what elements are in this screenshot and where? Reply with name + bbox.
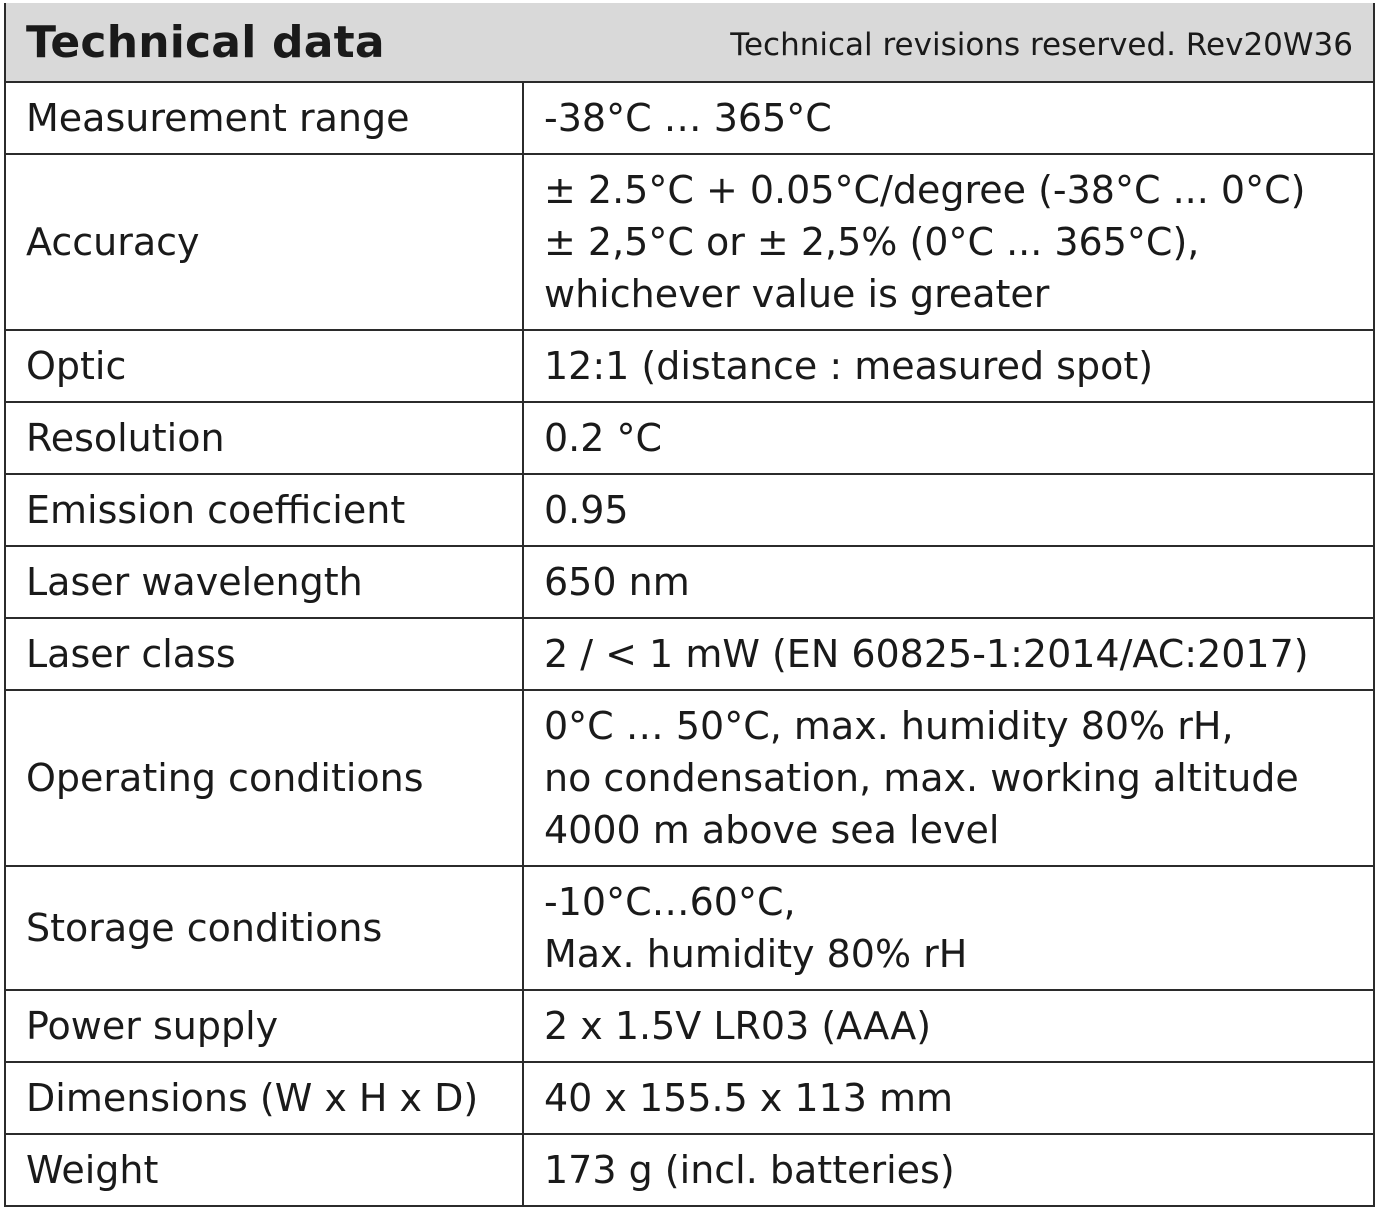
spec-value: 650 nm (523, 546, 1373, 618)
spec-value: 173 g (incl. batteries) (523, 1134, 1373, 1205)
spec-label: Laser class (6, 618, 523, 690)
table-row (6, 82, 1373, 154)
spec-label: Optic (6, 330, 523, 402)
spec-label: Weight (6, 1134, 523, 1205)
specs-table (6, 81, 1373, 1205)
spec-value: 12:1 (distance : measured spot) (523, 330, 1373, 402)
table-row (6, 1062, 1373, 1134)
table-row (6, 1134, 1373, 1205)
table-row (6, 690, 1373, 866)
spec-value: 2 / < 1 mW (EN 60825-1:2014/AC:2017) (523, 618, 1373, 690)
spec-label: Accuracy (6, 154, 523, 330)
technical-data-sheet (4, 3, 1375, 1207)
spec-label: Laser wavelength (6, 546, 523, 618)
spec-label: Operating conditions (6, 690, 523, 866)
table-row (6, 474, 1373, 546)
section-header (6, 3, 1373, 81)
table-row (6, 154, 1373, 330)
table-row (6, 330, 1373, 402)
spec-label: Power supply (6, 990, 523, 1062)
spec-value: 2 x 1.5V LR03 (AAA) (523, 990, 1373, 1062)
table-row (6, 618, 1373, 690)
spec-value: 40 x 155.5 x 113 mm (523, 1062, 1373, 1134)
spec-value: 0.2 °C (523, 402, 1373, 474)
table-row (6, 866, 1373, 990)
spec-value: -10°C…60°C, Max. humidity 80% rH (523, 866, 1373, 990)
revision-note: Technical revisions reserved. Rev20W36 (730, 27, 1353, 63)
spec-label: Resolution (6, 402, 523, 474)
table-row (6, 546, 1373, 618)
table-row (6, 402, 1373, 474)
spec-value: ± 2.5°C + 0.05°C/degree (-38°C ... 0°C) ± 2,5°C or ± 2,5% (0°C ... 365°C), whichever value is greater (523, 154, 1373, 330)
spec-label: Emission coefficient (6, 474, 523, 546)
spec-value: 0.95 (523, 474, 1373, 546)
spec-label: Measurement range (6, 82, 523, 154)
spec-label: Storage conditions (6, 866, 523, 990)
table-row (6, 990, 1373, 1062)
spec-value: 0°C … 50°C, max. humidity 80% rH, no condensation, max. working altitude 4000 m above sea level (523, 690, 1373, 866)
spec-label: Dimensions (W x H x D) (6, 1062, 523, 1134)
section-title: Technical data (26, 16, 385, 68)
spec-value: -38°C … 365°C (523, 82, 1373, 154)
